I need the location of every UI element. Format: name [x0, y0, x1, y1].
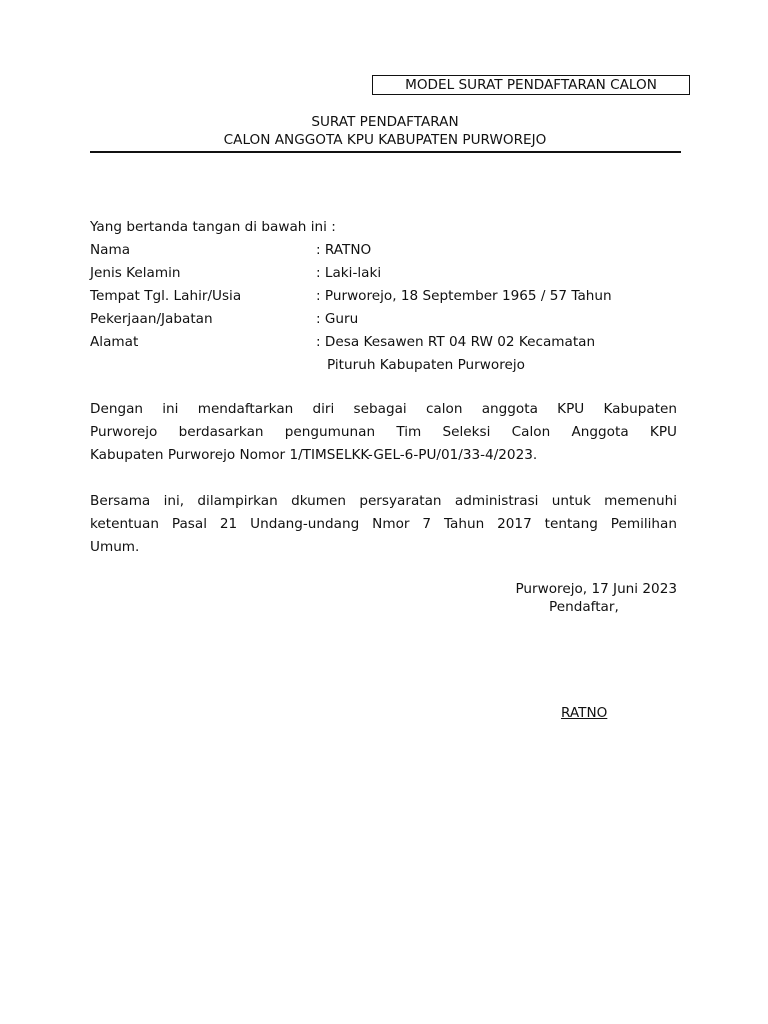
- address-value-line2: Pituruh Kabupaten Purworejo: [327, 357, 525, 373]
- place-date: Purworejo, 17 Juni 2023: [515, 581, 677, 597]
- paragraph-registration-line2: Purworejo berdasarkan pengumunan Tim Seleksi Calon Anggota KPU: [90, 424, 677, 440]
- address-label: Alamat: [90, 334, 139, 350]
- paragraph-registration-line1: Dengan ini mendaftarkan diri sebagai calon anggota KPU Kabupaten: [90, 401, 677, 417]
- job-value: : Guru: [316, 311, 359, 327]
- gender-label: Jenis Kelamin: [90, 265, 181, 281]
- paragraph-registration-line3: Kabupaten Purworejo Nomor 1/TIMSELKK-GEL-6-PU/01/33-4/2023.: [90, 447, 538, 463]
- birth-label: Tempat Tgl. Lahir/Usia: [90, 288, 242, 304]
- title-divider: [90, 151, 681, 153]
- name-value: : RATNO: [316, 242, 372, 258]
- paragraph-attachments-line3: Umum.: [90, 539, 140, 555]
- paragraph-attachments: [90, 490, 677, 559]
- birth-value: : Purworejo, 18 September 1965 / 57 Tahun: [316, 288, 612, 304]
- signer-role: Pendaftar,: [549, 599, 619, 615]
- paragraph-attachments-line2: ketentuan Pasal 21 Undang-undang Nmor 7 Tahun 2017 tentang Pemilihan: [90, 516, 677, 532]
- paragraph-attachments-line1: Bersama ini, dilampirkan dkumen persyaratan administrasi untuk memenuhi: [90, 493, 677, 509]
- job-label: Pekerjaan/Jabatan: [90, 311, 213, 327]
- paragraph-registration: [90, 398, 677, 467]
- signer-name: RATNO: [561, 705, 608, 721]
- name-label: Nama: [90, 242, 131, 258]
- model-label-box: MODEL SURAT PENDAFTARAN CALON: [372, 75, 690, 95]
- address-value-line1: : Desa Kesawen RT 04 RW 02 Kecamatan: [316, 334, 596, 350]
- document-title-line1: SURAT PENDAFTARAN: [311, 114, 459, 130]
- document-title-line2: CALON ANGGOTA KPU KABUPATEN PURWOREJO: [223, 132, 547, 148]
- gender-value: : Laki-laki: [316, 265, 382, 281]
- intro-text: Yang bertanda tangan di bawah ini :: [90, 219, 336, 235]
